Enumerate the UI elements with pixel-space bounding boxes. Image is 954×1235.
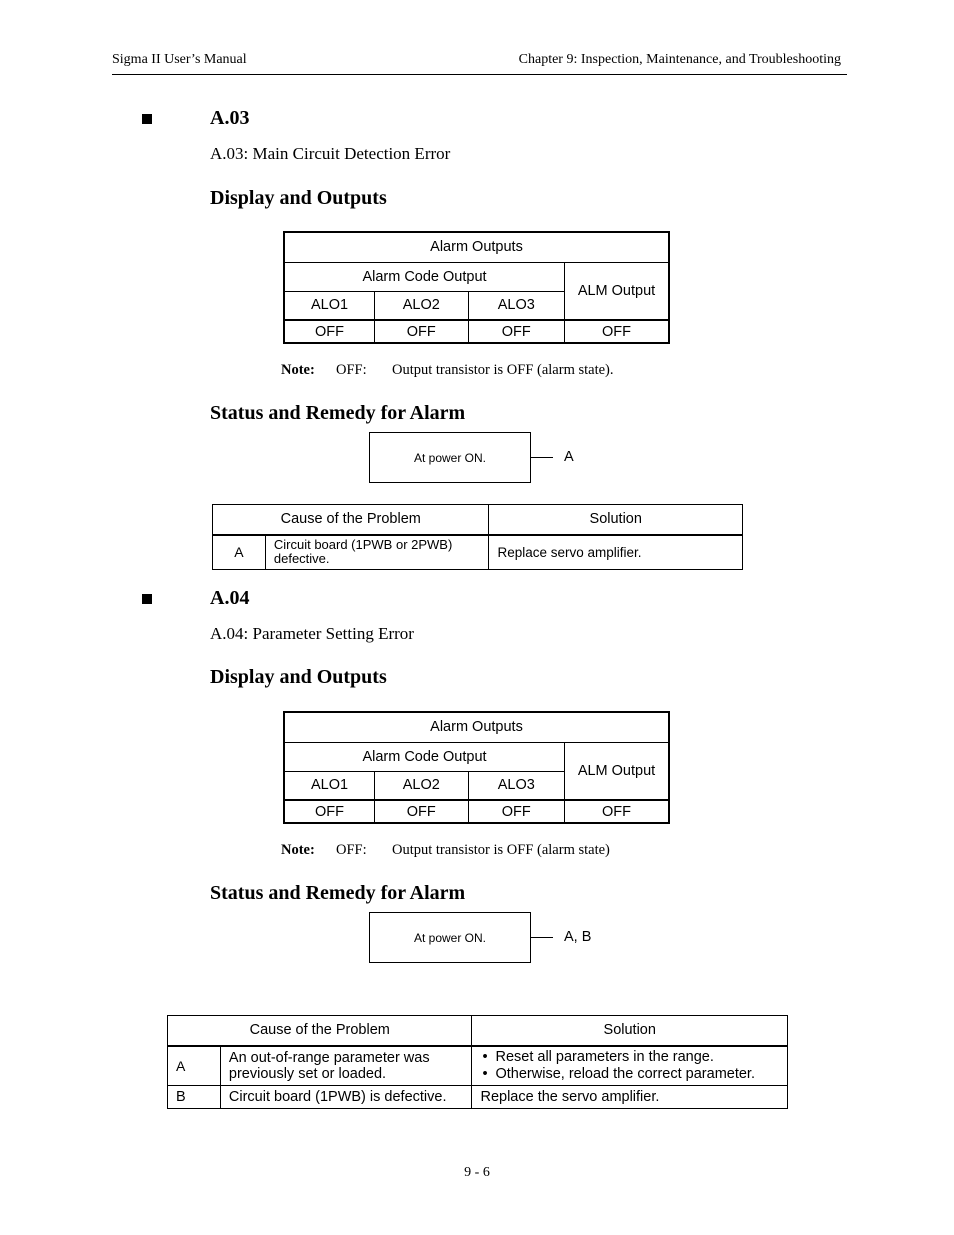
note bbox=[281, 362, 614, 379]
solution-header: Solution bbox=[489, 505, 743, 535]
cause-header: Cause of the Problem bbox=[213, 505, 489, 535]
row-cause: Circuit board (1PWB) is defective. bbox=[220, 1086, 472, 1109]
section-code: A.03 bbox=[210, 107, 250, 129]
status-remedy-heading: Status and Remedy for Alarm bbox=[210, 882, 466, 904]
row-solution: Replace the servo amplifier. bbox=[472, 1086, 788, 1109]
status-box-label: At power ON. bbox=[413, 930, 487, 945]
section-code: A.04 bbox=[210, 587, 250, 609]
alo2-header: ALO2 bbox=[375, 771, 469, 800]
row-solution bbox=[472, 1046, 788, 1086]
header-chapter-title: Chapter 9: Inspection, Maintenance, and Troubleshooting bbox=[518, 52, 841, 67]
row-solution: Replace servo amplifier. bbox=[489, 535, 743, 570]
section-description: A.04: Parameter Setting Error bbox=[210, 624, 414, 643]
display-outputs-heading: Display and Outputs bbox=[210, 187, 387, 209]
list-item: • Reset all parameters in the range. bbox=[480, 1049, 779, 1066]
header-manual-title: Sigma II User’s Manual bbox=[112, 52, 247, 67]
status-cause-label: A, B bbox=[564, 929, 592, 945]
row-id: A bbox=[213, 535, 266, 570]
section-bullet-icon bbox=[142, 114, 152, 124]
alarm-code-output-header: Alarm Code Output bbox=[284, 262, 565, 291]
alarm-outputs-table bbox=[283, 231, 670, 344]
connector-line bbox=[531, 457, 553, 458]
status-cause-label: A bbox=[564, 449, 574, 465]
alarm-outputs-table bbox=[283, 711, 670, 824]
alarm-outputs-title: Alarm Outputs bbox=[284, 712, 669, 742]
table-row bbox=[168, 1086, 788, 1109]
row-cause: An out-of-range parameter was previously set or loaded. bbox=[220, 1046, 472, 1086]
note-term: OFF: bbox=[336, 362, 367, 378]
alo3-value: OFF bbox=[468, 320, 564, 343]
status-box bbox=[369, 432, 531, 483]
display-outputs-heading: Display and Outputs bbox=[210, 666, 387, 688]
alm-output-header: ALM Output bbox=[565, 742, 670, 800]
alo2-header: ALO2 bbox=[375, 291, 469, 320]
solution-list bbox=[480, 1049, 779, 1083]
header-rule bbox=[112, 74, 847, 75]
connector-line bbox=[531, 937, 553, 938]
alo2-value: OFF bbox=[375, 800, 469, 823]
alo1-value: OFF bbox=[284, 320, 375, 343]
note-text: Output transistor is OFF (alarm state). bbox=[392, 362, 614, 378]
table-row bbox=[168, 1046, 788, 1086]
alm-output-header: ALM Output bbox=[565, 262, 670, 320]
alo3-value: OFF bbox=[468, 800, 564, 823]
solution-header: Solution bbox=[472, 1016, 788, 1046]
alo1-value: OFF bbox=[284, 800, 375, 823]
alm-value: OFF bbox=[565, 800, 670, 823]
row-cause: Circuit board (1PWB or 2PWB) defective. bbox=[265, 535, 489, 570]
section-bullet-icon bbox=[142, 594, 152, 604]
alo2-value: OFF bbox=[375, 320, 469, 343]
alarm-code-output-header: Alarm Code Output bbox=[284, 742, 565, 771]
note-text: Output transistor is OFF (alarm state) bbox=[392, 842, 610, 858]
alo3-header: ALO3 bbox=[468, 291, 564, 320]
status-remedy-heading: Status and Remedy for Alarm bbox=[210, 402, 466, 424]
row-id: A bbox=[168, 1046, 221, 1086]
row-id: B bbox=[168, 1086, 221, 1109]
cause-header: Cause of the Problem bbox=[168, 1016, 472, 1046]
status-box bbox=[369, 912, 531, 963]
alo3-header: ALO3 bbox=[468, 771, 564, 800]
alarm-outputs-title: Alarm Outputs bbox=[284, 232, 669, 262]
alo1-header: ALO1 bbox=[284, 291, 375, 320]
remedy-table bbox=[212, 504, 743, 570]
note-term: OFF: bbox=[336, 842, 367, 858]
remedy-table bbox=[167, 1015, 788, 1109]
note bbox=[281, 842, 610, 859]
alm-value: OFF bbox=[565, 320, 670, 343]
list-item: • Otherwise, reload the correct parameter. bbox=[480, 1066, 779, 1083]
page-number: 9 - 6 bbox=[464, 1165, 490, 1180]
note-label: Note: bbox=[281, 842, 315, 858]
table-row bbox=[213, 535, 743, 570]
status-box-label: At power ON. bbox=[413, 450, 487, 465]
section-description: A.03: Main Circuit Detection Error bbox=[210, 144, 451, 163]
alo1-header: ALO1 bbox=[284, 771, 375, 800]
note-label: Note: bbox=[281, 362, 315, 378]
